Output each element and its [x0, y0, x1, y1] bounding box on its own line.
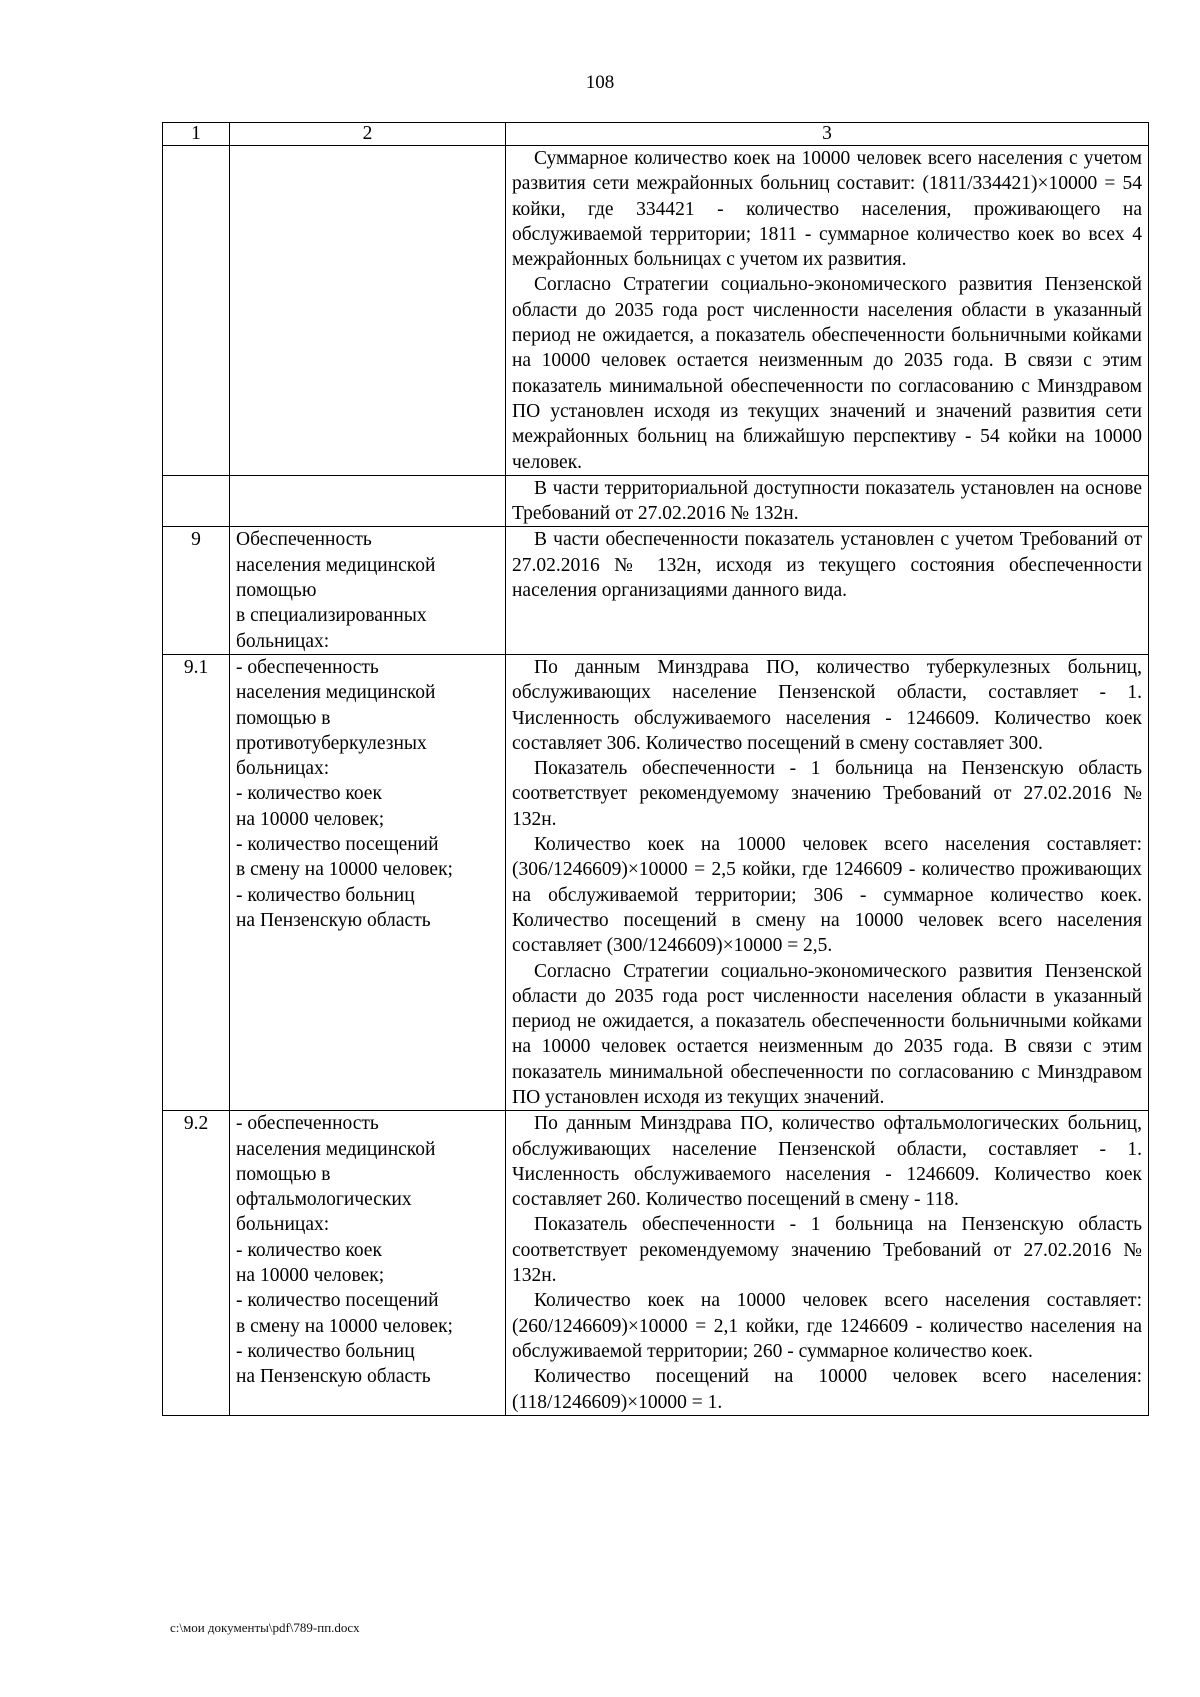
indicator-name-line: в специализированных [236, 605, 427, 627]
indicator-name-line: - количество больниц [236, 884, 415, 906]
table-header-row [163, 123, 1149, 146]
table-row [163, 146, 1149, 476]
indicator-name-cell [230, 527, 506, 654]
indicator-name-line: - количество коек [236, 783, 382, 805]
indicator-name-line: больницах: [236, 1214, 330, 1236]
indicator-name-line: - количество коек [236, 1239, 382, 1261]
indicator-name-cell [230, 475, 506, 527]
table-row [163, 1111, 1149, 1416]
justification-paragraph: Согласно Стратегии социально-экономического развития Пензенской области до 2035 года рост численности населения области в указанный период не ожидается, а показатель обеспеченности больничными койками на 10000 человек остается неизменным до 2035 года. В связи с этим показатель минимальной обеспеченности по согласованию с Минздравом ПО установлен исходя из текущих значений. [512, 960, 1142, 1108]
justification-paragraph: Количество коек на 10000 человек всего населения составляет: (306/1246609)×10000 = 2,5 койки, где 1246609 - количество проживающих на обслуживаемой территории; 306 - суммарное количество коек. Количество посещений в смену на 10000 человек всего населения составляет (300/1246609)×10000 = 2,5. [512, 834, 1142, 957]
justification-cell [506, 146, 1149, 476]
indicator-name-line: помощью в [236, 1163, 331, 1185]
indicator-name-line: - количество больниц [236, 1340, 415, 1362]
justification-cell [506, 1111, 1149, 1416]
indicator-name-line: - количество посещений [236, 834, 439, 856]
row-number-cell [163, 146, 230, 476]
indicator-name-line: - обеспеченность [236, 1113, 379, 1135]
indicator-name-cell [230, 1111, 506, 1416]
table-row [163, 527, 1149, 654]
indicator-name-line: на 10000 человек; [236, 808, 385, 830]
indicator-name-line: населения медицинской [236, 554, 436, 576]
justification-cell [506, 654, 1149, 1110]
justification-paragraph: Суммарное количество коек на 10000 человек всего населения с учетом развития сети межрайонных больниц составит: (1811/334421)×10000 = 54 койки, где 334421 - количество населения, проживающего на обслуживаемой территории; 1811 - суммарное количество коек во всех 4 межрайонных больницах с учетом их развития. [512, 148, 1142, 271]
indicator-name-cell [230, 654, 506, 1110]
document-table [162, 122, 1149, 1416]
table-row [163, 654, 1149, 1110]
indicator-name-line: населения медицинской [236, 1138, 436, 1160]
justification-paragraph: Показатель обеспеченности - 1 больница на Пензенскую область соответствует рекомендуемому значению Требований от 27.02.2016 № 132н. [512, 1214, 1142, 1287]
indicator-name-line: больницах: [236, 758, 330, 780]
indicator-name-cell [230, 146, 506, 476]
row-number-cell [163, 475, 230, 527]
column-header-2: 2 [230, 123, 506, 146]
footer-file-path: c:\мои документы\pdf\789-пп.docx [170, 1620, 360, 1635]
column-header-1: 1 [163, 123, 230, 146]
indicator-name-line: больницах: [236, 630, 330, 652]
justification-paragraph: Количество коек на 10000 человек всего населения составляет: (260/1246609)×10000 = 2,1 койки, где 1246609 - количество населения на обслуживаемой территории; 260 - суммарное количество коек. [512, 1290, 1142, 1362]
indicator-name-line: населения медицинской [236, 682, 436, 704]
indicator-name-line: - количество посещений [236, 1290, 439, 1312]
indicator-name-line: противотуберкулезных [236, 732, 427, 754]
justification-paragraph: Количество посещений на 10000 человек всего населения: (118/1246609)×10000 = 1. [512, 1366, 1142, 1413]
indicator-name-line: помощью в [236, 707, 331, 729]
indicator-name-line: помощью [236, 580, 317, 602]
page-number: 108 [585, 72, 615, 93]
justification-paragraph: По данным Минздрава ПО, количество офтальмологических больниц, обслуживающих население Пензенской области, составляет - 1. Численность обслуживаемого населения - 1246609. Количество коек составляет 260. Количество посещений в смену - 118. [512, 1113, 1142, 1211]
justification-paragraph: По данным Минздрава ПО, количество туберкулезных больниц, обслуживающих население Пензенской области, составляет - 1. Численность обслуживаемого населения - 1246609. Количество коек составляет 306. Количество посещений в смену составляет 300. [512, 656, 1142, 754]
table-header [163, 123, 1149, 146]
justification-cell [506, 527, 1149, 654]
indicator-name-line: на Пензенскую область [236, 1366, 431, 1388]
table-body [163, 146, 1149, 1416]
justification-paragraph: Показатель обеспеченности - 1 больница на Пензенскую область соответствует рекомендуемому значению Требований от 27.02.2016 № 132н. [512, 758, 1142, 830]
row-number-cell: 9.2 [163, 1111, 230, 1416]
justification-paragraph: Согласно Стратегии социально-экономического развития Пензенской области до 2035 года рост численности населения области в указанный период не ожидается, а показатель обеспеченности больничными койками на 10000 человек остается неизменным до 2035 года. В связи с этим показатель минимальной обеспеченности по согласованию с Минздравом ПО установлен исходя из текущих значений и значений развития сети межрайонных больниц на ближайшую перспективу - 54 койки на 10000 человек. [512, 274, 1142, 473]
indicator-name-line: в смену на 10000 человек; [236, 859, 453, 881]
indicator-name-line: на 10000 человек; [236, 1265, 385, 1287]
indicator-name-line: Обеспеченность [236, 529, 372, 551]
column-header-3: 3 [506, 123, 1149, 146]
justification-cell [506, 475, 1149, 527]
indicator-name-line: - обеспеченность [236, 656, 379, 678]
row-number-cell: 9.1 [163, 654, 230, 1110]
indicator-name-line: офтальмологических [236, 1189, 412, 1211]
row-number-cell: 9 [163, 527, 230, 654]
indicator-name-line: на Пензенскую область [236, 909, 431, 931]
indicator-name-line: в смену на 10000 человек; [236, 1315, 453, 1337]
justification-paragraph: В части обеспеченности показатель установлен с учетом Требований от 27.02.2016 № 132н, исходя из текущего состояния обеспеченности населения организациями данного вида. [512, 529, 1142, 602]
justification-paragraph: В части территориальной доступности показатель установлен на основе Требований от 27.02.2016 № 132н. [512, 477, 1142, 525]
table-row [163, 475, 1149, 527]
